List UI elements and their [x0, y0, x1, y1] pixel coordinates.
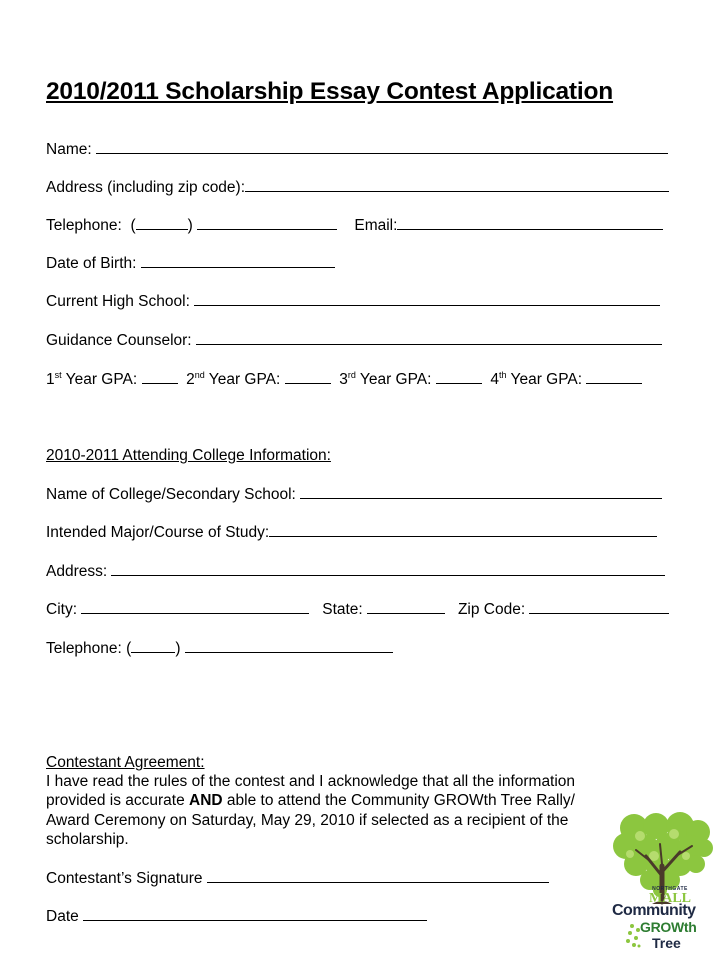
area-code-field[interactable] — [136, 215, 188, 230]
logo-northgate: NORTHGATE — [652, 886, 688, 892]
college-area-code-field[interactable] — [131, 638, 175, 653]
college-telephone-paren-close: ) — [175, 640, 181, 657]
high-school-field[interactable] — [194, 291, 660, 306]
gpa-year1-label: Year GPA: — [65, 371, 138, 388]
signature-label: Contestant’s Signature — [46, 870, 203, 887]
dob-label: Date of Birth: — [46, 255, 137, 272]
counselor-label: Guidance Counselor: — [46, 332, 192, 349]
signature-field[interactable] — [207, 868, 549, 883]
college-address-row — [46, 561, 665, 581]
city-field[interactable] — [81, 599, 309, 614]
state-field[interactable] — [367, 599, 445, 614]
address-row — [46, 177, 669, 197]
agreement-text-before: I have read the rules of the contest and I acknowledge that all the information provided is accurate — [46, 773, 576, 810]
email-field[interactable] — [397, 215, 663, 230]
agreement-heading: Contestant Agreement: — [46, 754, 205, 771]
telephone-paren-close: ) — [187, 217, 193, 234]
logo-mall: MALL — [649, 891, 691, 906]
city-row — [46, 599, 669, 619]
gpa-year3-sup: rd — [347, 369, 356, 380]
major-label: Intended Major/Course of Study: — [46, 524, 270, 541]
gpa-year3-label: Year GPA: — [359, 371, 432, 388]
gpa-row — [46, 369, 642, 389]
date-row — [46, 906, 427, 926]
major-row — [46, 522, 657, 542]
college-name-field[interactable] — [300, 484, 662, 499]
logo-community: Community — [612, 902, 696, 919]
zip-label: Zip Code: — [457, 601, 526, 618]
city-label: City: — [46, 601, 77, 618]
high-school-label: Current High School: — [46, 293, 190, 310]
community-growth-tree-logo — [606, 806, 718, 956]
agreement-text-after: able to attend the Community GROWth Tree Rally/ Award Ceremony on Saturday, May 29, 2010 if selected as a recipient of the scholarship. — [46, 792, 575, 849]
gpa-year1-sup: st — [54, 369, 62, 380]
college-telephone-field[interactable] — [185, 638, 393, 653]
gpa-year2-num: 2 — [186, 371, 195, 388]
logo-growth: GROWth — [640, 919, 697, 935]
gpa-year4-sup: th — [499, 369, 507, 380]
name-field[interactable] — [96, 139, 668, 154]
logo-tree: Tree — [652, 935, 681, 951]
name-row — [46, 139, 668, 159]
gpa-year4-label: Year GPA: — [510, 371, 583, 388]
address-label: Address (including zip code): — [46, 179, 246, 196]
address-field[interactable] — [245, 177, 669, 192]
major-field[interactable] — [269, 522, 657, 537]
zip-field[interactable] — [529, 599, 669, 614]
telephone-label: Telephone: — [46, 217, 122, 234]
gpa-year1-field[interactable] — [142, 369, 178, 384]
college-name-label: Name of College/Secondary School: — [46, 486, 296, 503]
dots-icon — [612, 922, 642, 952]
email-label: Email: — [354, 217, 398, 234]
counselor-row — [46, 330, 662, 350]
college-address-label: Address: — [46, 563, 108, 580]
gpa-year3-num: 3 — [339, 371, 348, 388]
counselor-field[interactable] — [196, 330, 662, 345]
date-label: Date — [46, 908, 79, 925]
college-telephone-row — [46, 638, 393, 658]
college-address-field[interactable] — [111, 561, 665, 576]
telephone-row — [46, 215, 663, 235]
signature-row — [46, 868, 549, 888]
gpa-year2-field[interactable] — [285, 369, 331, 384]
telephone-paren-open: ( — [130, 217, 136, 234]
dob-row — [46, 253, 335, 273]
agreement-bold: AND — [189, 792, 223, 810]
gpa-year4-field[interactable] — [586, 369, 642, 384]
name-label: Name: — [46, 141, 92, 158]
gpa-year4-num: 4 — [490, 371, 499, 388]
college-heading: 2010-2011 Attending College Information: — [46, 447, 331, 464]
college-telephone-label: Telephone: ( — [46, 640, 132, 657]
dob-field[interactable] — [141, 253, 335, 268]
state-label: State: — [322, 601, 363, 618]
date-field[interactable] — [83, 906, 427, 921]
gpa-year3-field[interactable] — [436, 369, 482, 384]
high-school-row — [46, 291, 660, 311]
agreement-text — [46, 772, 606, 850]
gpa-year2-sup: nd — [194, 369, 205, 380]
gpa-year1-num: 1 — [46, 371, 55, 388]
gpa-year2-label: Year GPA: — [208, 371, 281, 388]
college-name-row — [46, 484, 662, 504]
form-title: 2010/2011 Scholarship Essay Contest Application — [46, 78, 614, 105]
telephone-field[interactable] — [197, 215, 337, 230]
